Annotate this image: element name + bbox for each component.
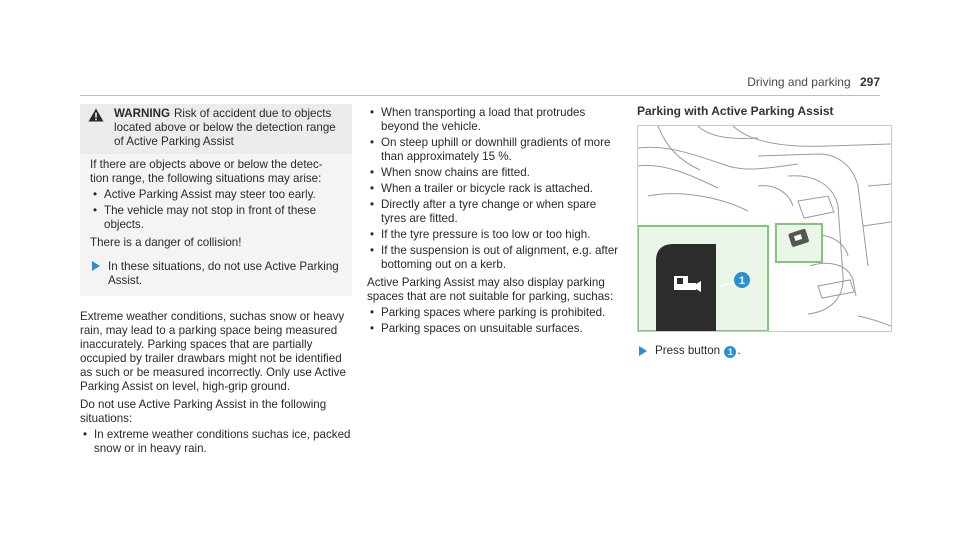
section-title: Parking with Active Parking Assist [637, 104, 834, 118]
warning-action [90, 260, 342, 288]
chapter-title: Driving and parking [747, 75, 851, 89]
console-illustration-drawing [638, 126, 891, 331]
unsuitable-list [367, 306, 622, 336]
action-arrow-icon [639, 346, 647, 356]
warning-list [90, 188, 342, 232]
warning-header [80, 104, 352, 154]
paragraph: Do not use Active Parking Assist in the following situations: [80, 398, 327, 425]
press-text: Press button [655, 344, 721, 357]
list-item: • When transporting a load that protrudes beyond the vehicle. [367, 106, 622, 134]
paragraph: Active Parking Assist may also display parking spaces that are not suitable for parking, suchas: [367, 276, 614, 303]
list-item: • In extreme weather conditions suchas ice, packed snow or in heavy rain. [80, 428, 352, 456]
list-item: • On steep uphill or downhill gradients of more than approximately 15 %. [367, 136, 622, 164]
warning-danger: There is a danger of collision! [90, 236, 242, 249]
warning-label: WARNING [114, 107, 171, 120]
column-1 [80, 104, 352, 458]
list-item: • Active Parking Assist may steer too early. [90, 188, 342, 202]
paragraph: Extreme weather conditions, suchas snow or heavy rain, may lead to a parking space being measured inaccurately. Parking spaces that are partially occupied by trailer drawbars might not be identified as such or be measured incorrectly. Only use Active Parking Assist on level, high-grip ground. [80, 310, 346, 393]
situation-list [80, 428, 352, 456]
column-3 [637, 104, 892, 118]
warning-title: Risk of accident due to objects located above or below the detection range of Active Parking Assist [114, 107, 336, 148]
list-item: • The vehicle may not stop in front of these objects. [90, 204, 342, 232]
situation-list-cont [367, 106, 622, 272]
press-suffix: . [737, 344, 741, 357]
list-item: • When a trailer or bicycle rack is attached. [367, 182, 622, 196]
action-arrow-icon [92, 261, 100, 271]
warning-triangle-icon [88, 107, 114, 149]
running-head [747, 75, 880, 89]
header-rule [80, 95, 880, 96]
list-item: • When snow chains are fitted. [367, 166, 622, 180]
list-item: • Parking spaces on unsuitable surfaces. [367, 322, 622, 336]
warning-body [80, 154, 352, 296]
warning-action-text: In these situations, do not use Active Parking Assist. [108, 260, 339, 287]
warning-intro: If there are objects above or below the detec- tion range, the following situations may arise: [90, 158, 323, 185]
console-illustration [637, 125, 892, 332]
column-2 [367, 104, 622, 338]
list-item: • If the tyre pressure is too low or too high. [367, 228, 622, 242]
press-instruction [637, 344, 741, 358]
warning-box [80, 104, 352, 296]
list-item: • Directly after a tyre change or when spare tyres are fitted. [367, 198, 622, 226]
list-item: • If the suspension is out of alignment, e.g. after bottoming out on a kerb. [367, 244, 622, 272]
callout-badge: 1 [724, 346, 736, 358]
warning-heading [114, 107, 344, 149]
list-item: • Parking spaces where parking is prohibited. [367, 306, 622, 320]
page-number: 297 [859, 75, 880, 89]
callout-number: 1 [738, 275, 746, 287]
